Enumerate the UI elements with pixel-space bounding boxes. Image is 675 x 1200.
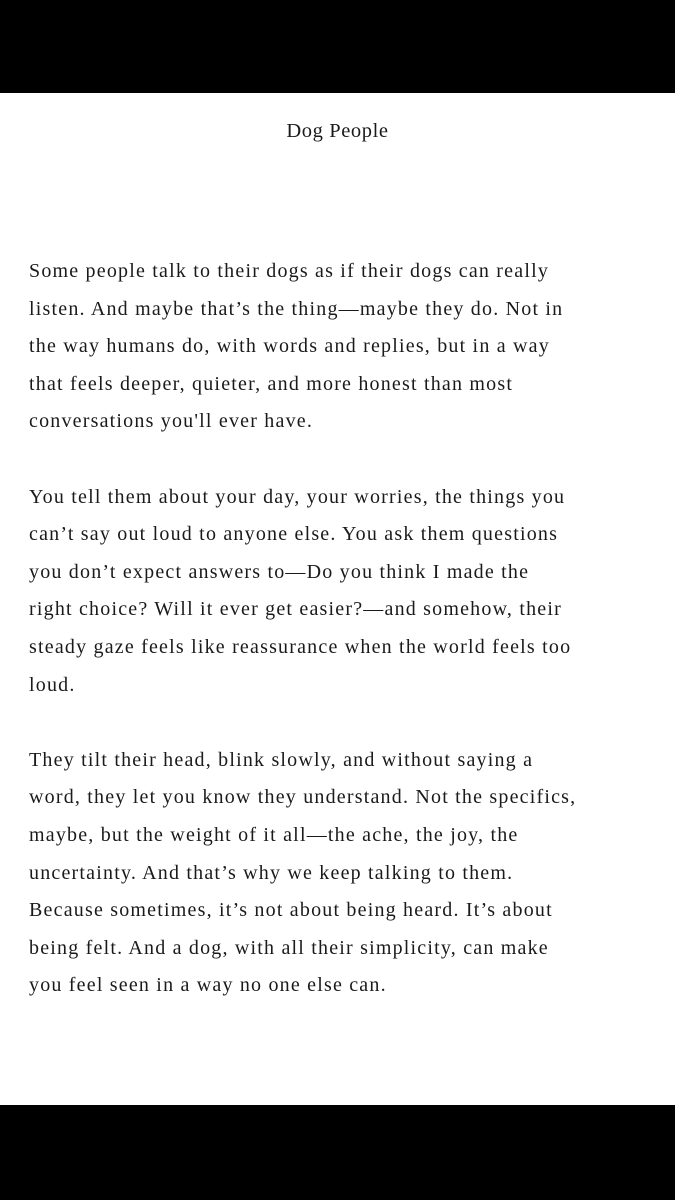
paragraph-1 <box>29 253 654 441</box>
text-line: Some people talk to their dogs as if their dogs can really <box>29 260 550 282</box>
text-line: that feels deeper, quieter, and more honest than most <box>29 372 514 395</box>
text-line: Because sometimes, it’s not about being heard. It’s about <box>29 899 553 922</box>
text-line: listen. And maybe that’s the thing—maybe they do. Not in <box>29 297 564 320</box>
text-line: can’t say out loud to anyone else. You ask them questions <box>29 523 559 546</box>
text-line: steady gaze feels like reassurance when the world feels too <box>29 635 572 658</box>
text-line: the way humans do, with words and replies, but in a way <box>29 335 550 358</box>
paragraph-2 <box>29 479 654 705</box>
text-line: They tilt their head, blink slowly, and without saying a <box>29 748 534 771</box>
text-line: You tell them about your day, your worries, the things you <box>29 485 566 508</box>
document-page <box>0 93 675 1105</box>
text-line: you don’t expect answers to—Do you think I made the <box>29 560 530 583</box>
text-line: you feel seen in a way no one else can. <box>29 974 387 997</box>
text-line: uncertainty. And that’s why we keep talking to them. <box>29 861 514 884</box>
text-line: maybe, but the weight of it all—the ache, the joy, the <box>29 823 519 846</box>
text-line: loud. <box>29 673 76 696</box>
text-line: right choice? Will it ever get easier?—and somehow, their <box>29 598 562 621</box>
document-title: Dog People <box>286 120 389 142</box>
document-body <box>29 253 654 1042</box>
paragraph-3 <box>29 742 654 1005</box>
top-letterbox-bar <box>0 0 675 93</box>
text-line: being felt. And a dog, with all their simplicity, can make <box>29 936 549 959</box>
bottom-letterbox-bar <box>0 1105 675 1200</box>
text-line: word, they let you know they understand. Not the specifics, <box>29 786 577 809</box>
text-line: conversations you'll ever have. <box>29 410 314 433</box>
